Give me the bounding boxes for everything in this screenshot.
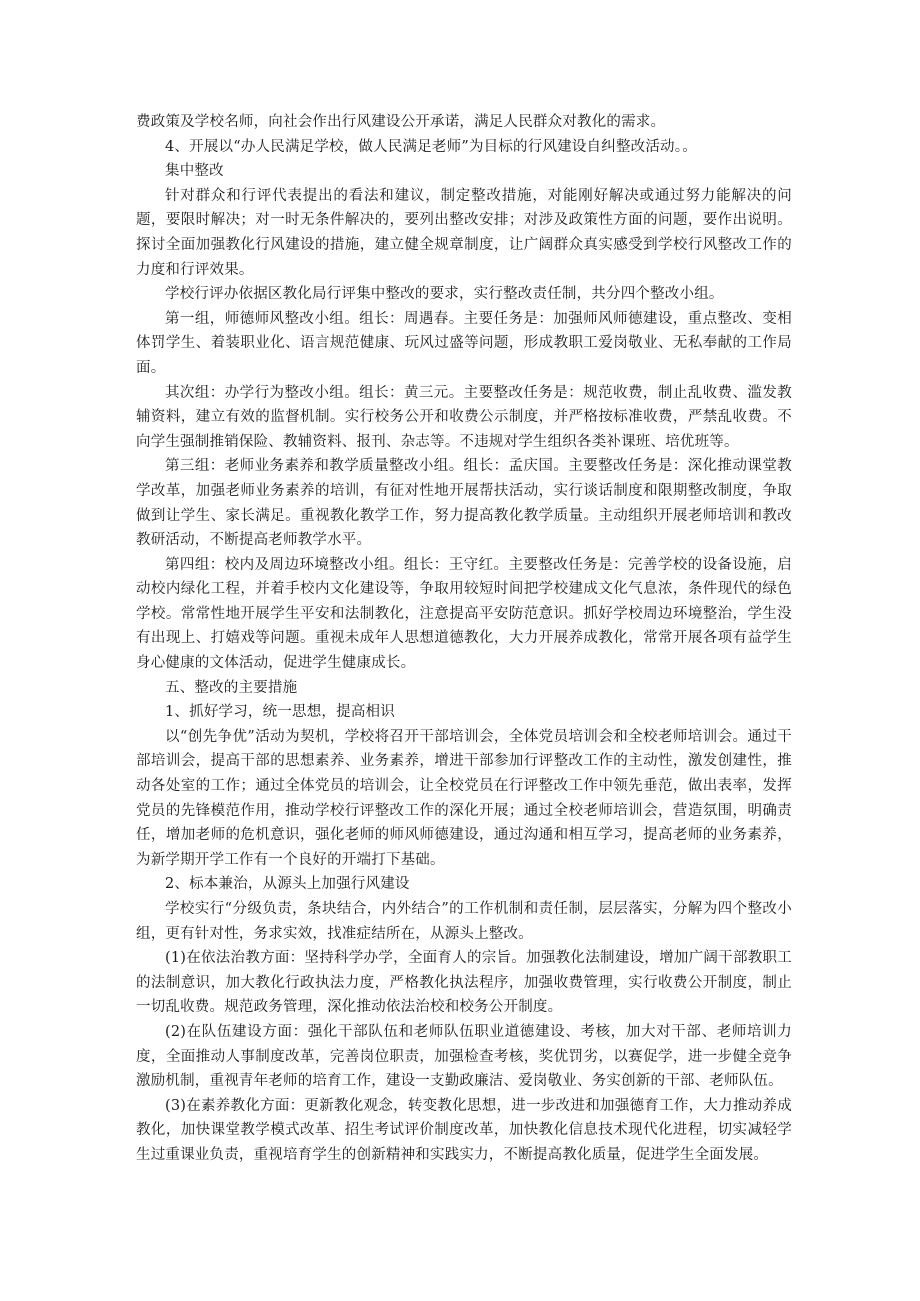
paragraph-group-1: 第一组，师德师风整改小组。组长：周遇春。主要任务是：加强师风师德建设，重点整改、变相体罚学生、着装职业化、语言规范健康、玩风过盛等问题，形成教职工爱岗敬业、无私奉献的工作局面。 bbox=[136, 310, 792, 376]
document-page bbox=[136, 110, 792, 1168]
paragraph-group-2: 其次组：办学行为整改小组。组长：黄三元。主要整改任务是：规范收费，制止乱收费、滥发教辅资料，建立有效的监督机制。实行校务公开和收费公示制度，并严格按标准收费，严禁乱收费。不向学生强制推销保险、教辅资料、报刊、杂志等。不违规对学生组织各类补课班、培优班等。 bbox=[136, 384, 792, 450]
paragraph-rectification-measures: 针对群众和行评代表提出的看法和建议，制定整改措施，对能刚好解决或通过努力能解决的问题，要限时解决；对一时无条件解决的，要列出整改安排；对涉及政策性方面的问题，要作出说明。探讨全面加强教化行风建设的措施，建立健全规章制度，让广阔群众真实感受到学校行风整改工作的力度和行评效果。 bbox=[136, 187, 792, 278]
paragraph-training: 以“创先争优”活动为契机，学校将召开干部培训会，全体党员培训会和全校老师培训会。通过干部培训会，提高干部的思想素养、业务素养，增进干部参加行评整改工作的主动性，激发创建性，推动各处室的工作；通过全体党员的培训会，让全校党员在行评整改工作中领先垂范，做出表率，发挥党员的先锋模范作用，推动学校行评整改工作的深化开展；通过全校老师培训会，营造氛围，明确责任，增加老师的危机意识，强化老师的师风师德建设，通过沟通和相互学习，提高老师的业务素养，为新学期开学工作有一个良好的开端打下基础。 bbox=[136, 728, 792, 868]
paragraph-continuation: 费政策及学校名师，向社会作出行风建设公开承诺，满足人民群众对教化的需求。 bbox=[136, 114, 666, 130]
paragraph-group-3: 第三组：老师业务素养和教学质量整改小组。组长：孟庆国。主要整改任务是：深化推动课堂教学改革，加强老师业务素养的培训，有征对性地开展帮扶活动，实行谈话制度和限期整改制度，争取做到让学生、家长满足。重视教化教学工作，努力提高教化教学质量。主动组织开展老师培训和教改教研活动，不断提高老师教学水平。 bbox=[136, 458, 792, 549]
paragraph-measure-3: (3)在素养教化方面：更新教化观念，转变教化思想，进一步改进和加强德育工作，大力推动养成教化，加快课堂教学模式改革、招生考试评价制度改革，加快教化信息技术现代化进程，切实减轻学生过重课业负责，重视培育学生的创新精神和实践实力，不断提高教化质量，促进学生全面发展。 bbox=[136, 1097, 792, 1163]
paragraph-measure-2: (2)在队伍建设方面：强化干部队伍和老师队伍职业道德建设、考核，加大对干部、老师培训力度，全面推动人事制度改革，完善岗位职责，加强检查考核，奖优罚劣，以赛促学，进一步健全竞争激励机制，重视青年老师的培育工作，建设一支勤政廉洁、爱岗敬业、务实创新的干部、老师队伍。 bbox=[136, 1023, 792, 1090]
paragraph-responsibility-system: 学校行评办依据区教化局行评集中整改的要求，实行整改责任制，共分四个整改小组。 bbox=[165, 286, 724, 303]
paragraph-measure-1: (1)在依法治教方面：坚持科学办学，全面育人的宗旨。加强教化法制建设，增加广阔干部教职工的法制意识，加大教化行政执法力度，严格教化执法程序，加强收费管理，实行收费公开制度，制止一切乱收费。规范政务管理，深化推动依法治校和校务公开制度。 bbox=[136, 950, 792, 1016]
section-heading-main-measures: 五、整改的主要措施 bbox=[165, 679, 298, 696]
subheading-root-causes: 2、标本兼治，从源头上加强行风建设 bbox=[165, 876, 410, 893]
paragraph-item-4: 4、开展以“办人民满足学校，做人民满足老师”为目标的行风建设自纠整改活动。。 bbox=[165, 138, 697, 155]
paragraph-work-mechanism: 学校实行“分级负责，条块结合，内外结合”的工作机制和责任制，层层落实，分解为四个整改小组，更有针对性，务求实效，找准症结所在，从源头上整改。 bbox=[136, 901, 792, 942]
section-heading-focused-rectification: 集中整改 bbox=[165, 163, 224, 180]
subheading-study: 1、抓好学习，统一思想，提高相识 bbox=[165, 704, 395, 721]
paragraph-group-4: 第四组：校内及周边环境整改小组。组长：王守红。主要整改任务是：完善学校的设备设施，启动校内绿化工程，并着手校内文化建设等，争取用较短时间把学校建成文化气息浓，条件现代的绿色学校。常常性地开展学生平安和法制教化，注意提高平安防范意识。抓好学校周边环境整治，学生没有出现上、打嬉戏等问题。重视未成年人思想道德教化，大力开展养成教化，常常开展各项有益学生身心健康的文体活动，促进学生健康成长。 bbox=[136, 556, 792, 672]
